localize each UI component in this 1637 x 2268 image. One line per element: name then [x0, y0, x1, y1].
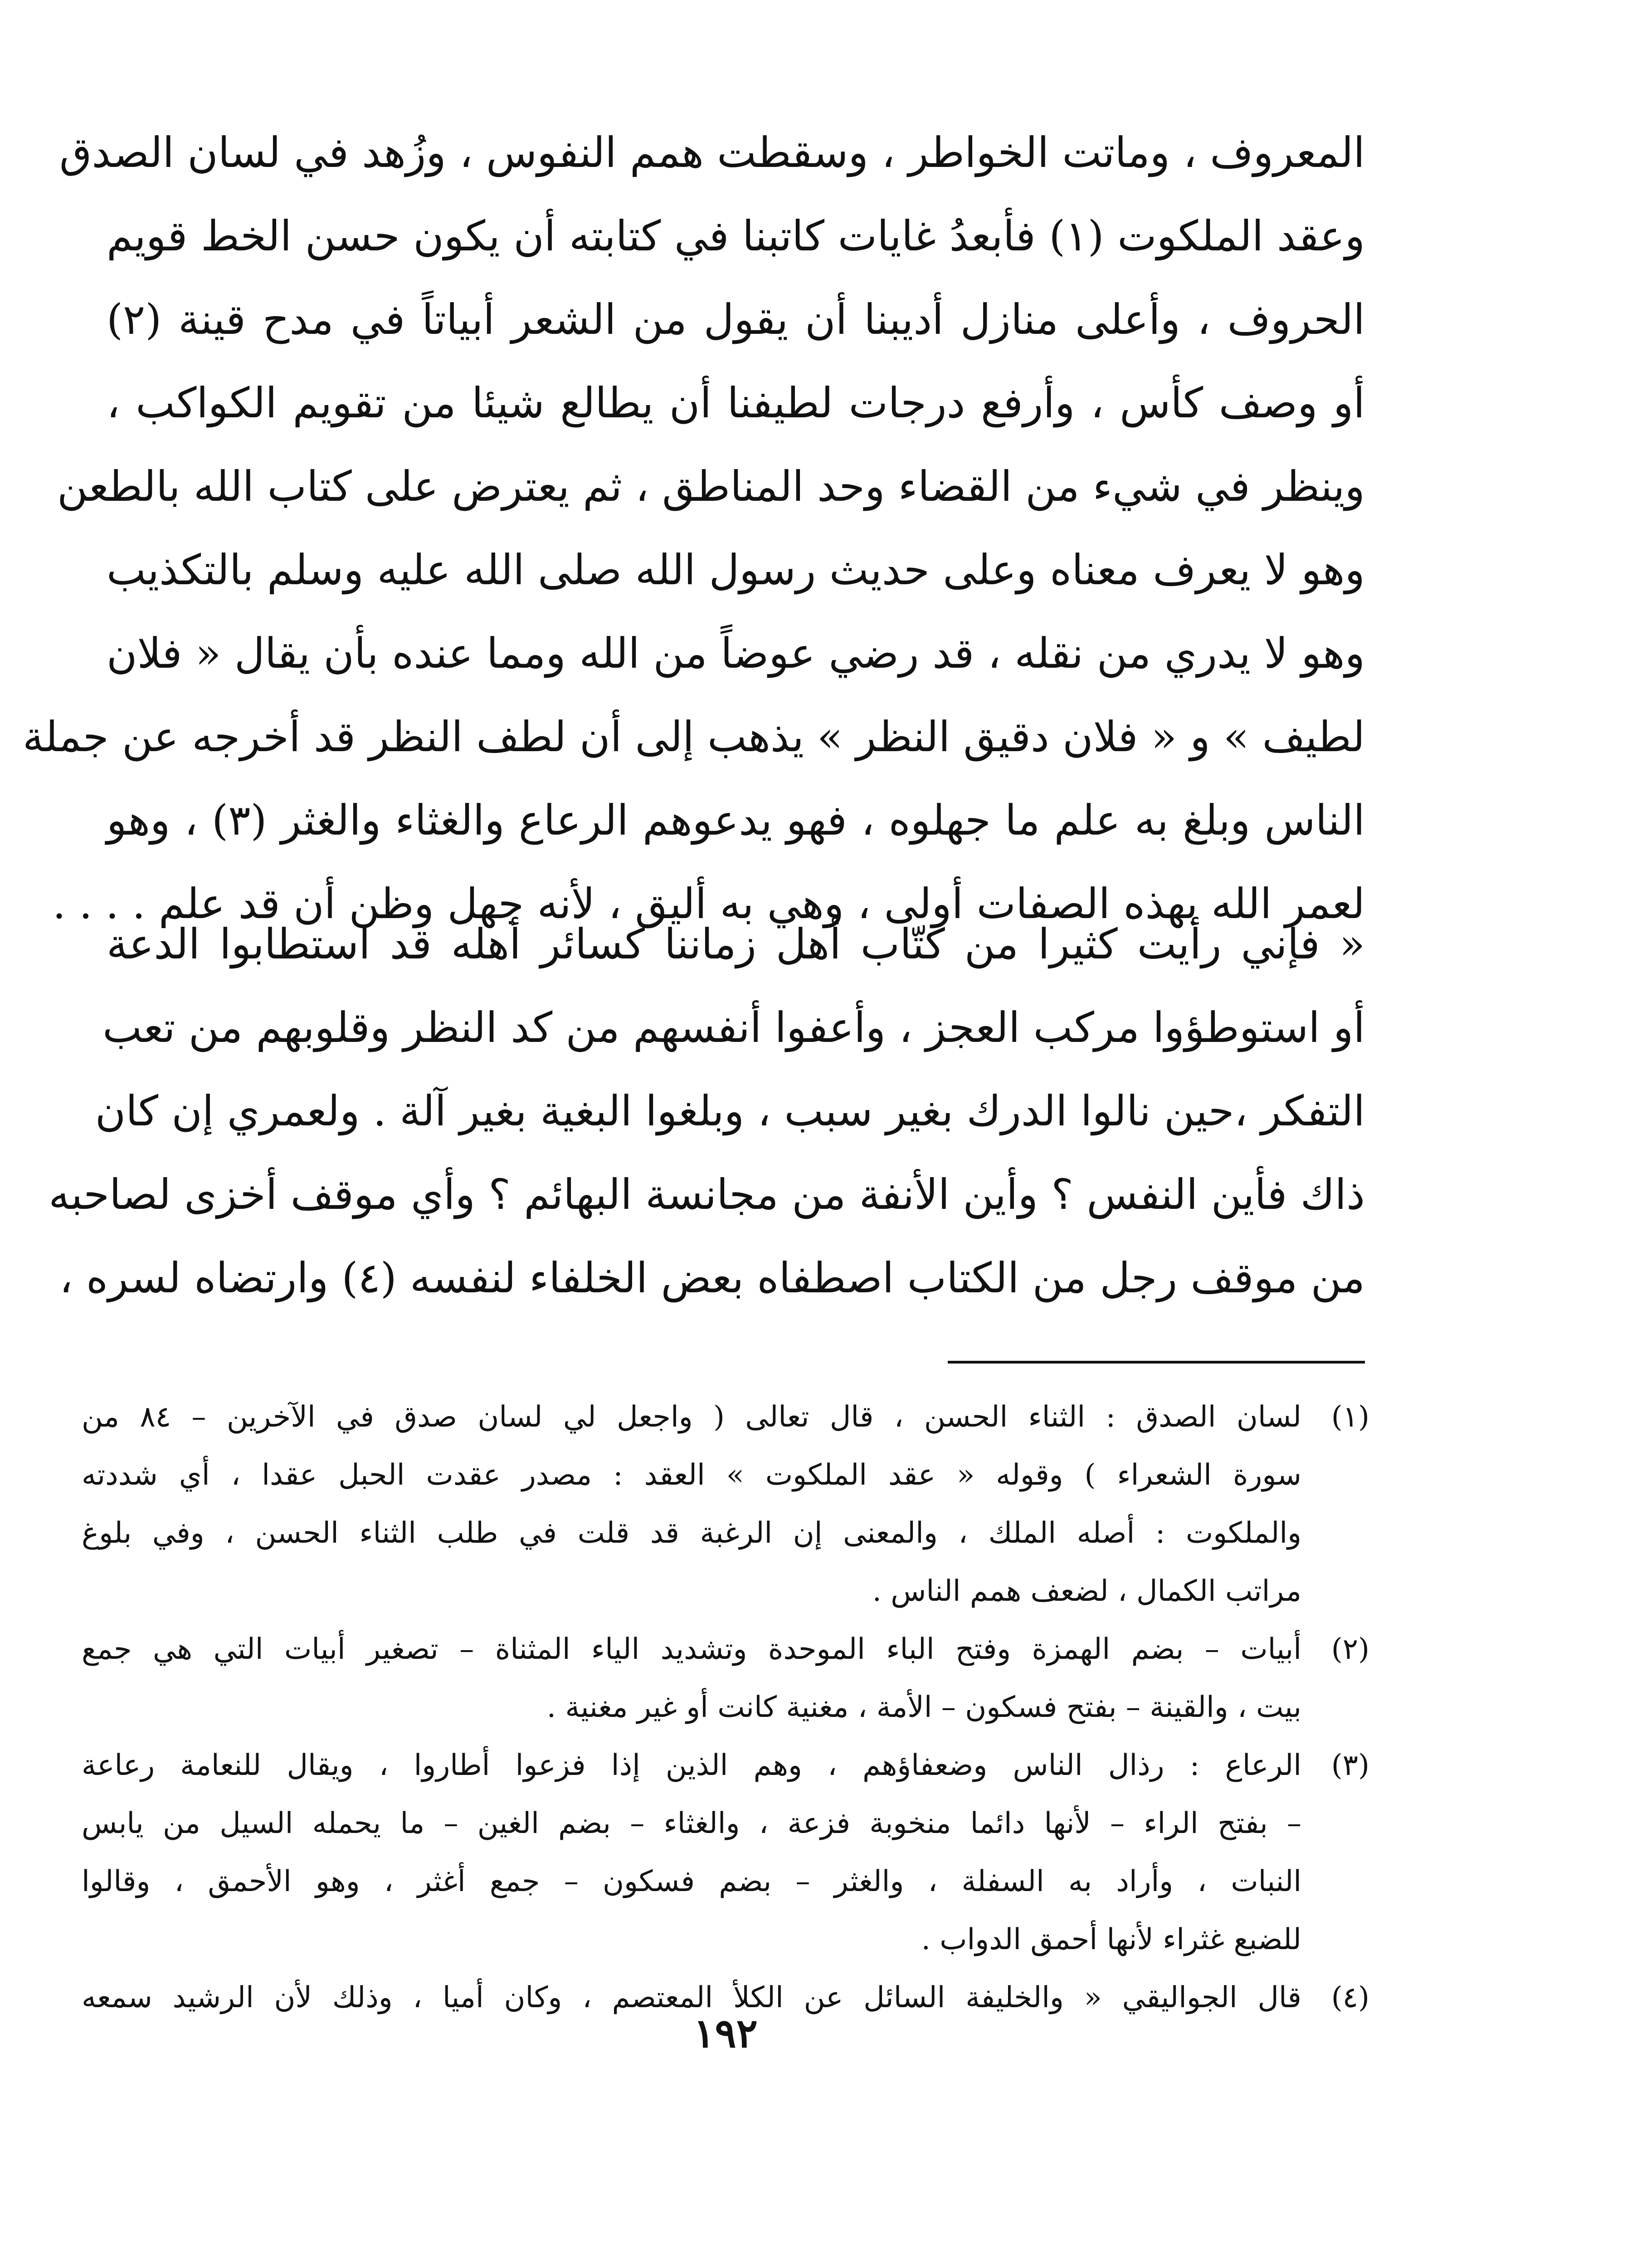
footnote-3 — [82, 1736, 1369, 1969]
body-paragraph-1 — [22, 111, 1365, 946]
footnote-1 — [82, 1388, 1369, 1620]
text-line: أو وصف كأس ، وأرفع درجات لطيفنا أن يطالع شيئا من تقويم الكواكب ، — [107, 379, 1365, 427]
footnote-number: (١) — [1331, 1400, 1369, 1434]
footnote-line: لسان الصدق : الثناء الحسن ، قال تعالى ( واجعل لي لسان صدق في الآخرين – ٨٤ من — [82, 1400, 1302, 1434]
footnote-line: قال الجواليقي « والخليفة السائل عن الكلأ المعتصم ، وكان أميا ، وذلك لأن الرشيد سمعه — [82, 1981, 1301, 2014]
footnote-line: والملكوت : أصله الملك ، والمعنى إن الرغبة قد قلت في طلب الثناء الحسن ، وفي بلوغ — [82, 1516, 1301, 1550]
text-line: الناس وبلغ به علم ما جهلوه ، فهو يدعوهم الرعاع والغثاء والغثر (٣) ، وهو — [107, 796, 1365, 845]
text-line: لعمر الله بهذه الصفات أولى ، وهي به أليق ، لأنه جهل وظن أن قد علم . . . . — [52, 880, 1365, 928]
footnote-line: – بفتح الراء – لأنها دائما منخوبة فزعة ، والغثاء – بضم الغين – ما يحمله السيل من يابس — [82, 1807, 1302, 1840]
text-line: وهو لا يدري من نقله ، قد رضي عوضاً من الله ومما عنده بأن يقال « فلان — [107, 629, 1365, 678]
footnote-number: (٣) — [1331, 1749, 1369, 1782]
footnote-line: مراتب الكمال ، لضعف همم الناس . — [872, 1574, 1301, 1608]
text-line: من موقف رجل من الكتاب اصطفاه بعض الخلفاء لنفسه (٤) وارتضاه لسره ، — [59, 1254, 1365, 1302]
footnote-divider — [948, 1361, 1365, 1364]
text-line: « فإني رأيت كثيرا من كتّاب أهل زماننا كسائر أهله قد استطابوا الدعة — [107, 920, 1365, 968]
footnote-number: (٢) — [1331, 1633, 1369, 1666]
text-line: وينظر في شيء من القضاء وحد المناطق ، ثم يعترض على كتاب الله بالطعن — [57, 462, 1365, 511]
text-line: التفكر ،حين نالوا الدرك بغير سبب ، وبلغوا البغية بغير آلة . ولعمري إن كان — [95, 1087, 1365, 1135]
footnote-line: أبيات – بضم الهمزة وفتح الباء الموحدة وتشديد الياء المثناة – تصغير أبيات التي هي جمع — [82, 1633, 1302, 1666]
text-line: المعروف ، وماتت الخواطر ، وسقطت همم النفوس ، وزُهد في لسان الصدق — [59, 128, 1365, 177]
text-line: ذاك فأين النفس ؟ وأين الأنفة من مجانسة البهائم ؟ وأي موقف أخزى لصاحبه — [49, 1170, 1365, 1219]
footnote-line: للضبع غثراء لأنها أحمق الدواب . — [921, 1923, 1301, 1956]
text-line: أو استوطؤوا مركب العجز ، وأعفوا أنفسهم من كد النظر وقلوبهم من تعب — [102, 1003, 1365, 1052]
footnote-line: النبات ، وأراد به السفلة ، والغثر – بضم فسكون – جمع أغثر ، وهو الأحمق ، وقالوا — [82, 1865, 1302, 1898]
text-line: وهو لا يعرف معناه وعلى حديث رسول الله صلى الله عليه وسلم بالتكذيب — [107, 546, 1365, 594]
page-number: ١٩٢ — [693, 2009, 758, 2057]
footnote-2 — [82, 1620, 1369, 1736]
footnotes — [82, 1388, 1369, 2027]
text-line: وعقد الملكوت (١) فأبعدُ غايات كاتبنا في كتابته أن يكون حسن الخط قويم — [107, 212, 1365, 260]
footnote-line: بيت ، والقينة – بفتح فسكون – الأمة ، مغنية كانت أو غير مغنية . — [546, 1691, 1301, 1724]
text-line: الحروف ، وأعلى منازل أديبنا أن يقول من الشعر أبياتاً في مدح قينة (٢) — [107, 295, 1365, 344]
footnote-line: الرعاع : رذال الناس وضعفاؤهم ، وهم الذين إذا فزعوا أطاروا ، ويقال للنعامة رعاعة — [82, 1749, 1301, 1782]
text-line: لطيف » و « فلان دقيق النظر » يذهب إلى أن لطف النظر قد أخرجه عن جملة — [22, 713, 1365, 761]
footnote-line: سورة الشعراء ) وقوله « عقد الملكوت » العقد : مصدر عقدت الحبل عقدا ، أي شددته — [82, 1458, 1301, 1492]
footnote-number: (٤) — [1331, 1981, 1369, 2014]
